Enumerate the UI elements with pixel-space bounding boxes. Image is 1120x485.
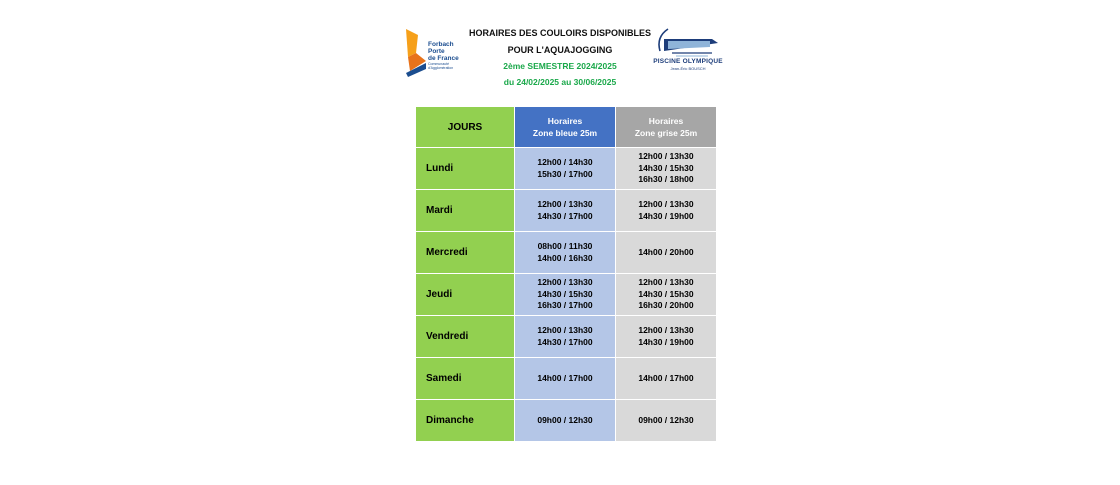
table-header-row — [416, 107, 717, 148]
pool-building-icon — [652, 25, 724, 59]
grey-zone-cell — [616, 190, 717, 232]
document-header — [460, 28, 660, 88]
time-slot: 08h00 / 11h30 — [537, 241, 593, 251]
semester-label: 2ème SEMESTRE 2024/2025 — [503, 61, 617, 71]
time-slot: 14h00 / 20h00 — [638, 246, 694, 257]
blue-zone-cell — [515, 400, 616, 442]
grey-zone-cell — [616, 358, 717, 400]
logo-line-porte: Porte — [428, 48, 445, 55]
time-slot: 09h00 / 12h30 — [537, 414, 593, 425]
piscine-logo-title: PISCINE OLYMPIQUE — [653, 58, 723, 65]
time-slot: 14h30 / 17h00 — [537, 336, 593, 347]
time-slot: 14h30 / 17h00 — [537, 210, 593, 221]
day-cell: Dimanche — [416, 400, 515, 442]
blue-zone-cell — [515, 190, 616, 232]
time-slot: 14h00 / 17h00 — [638, 372, 694, 383]
day-cell: Mardi — [416, 190, 515, 232]
time-slot: 12h00 / 14h30 — [537, 157, 593, 167]
logo-line-communaute: Communauté — [428, 62, 450, 66]
day-cell: Vendredi — [416, 316, 515, 358]
piscine-logo-subtitle: Jean-Éric BOUSCH — [670, 66, 706, 71]
grey-zone-cell — [616, 232, 717, 274]
blue-header-line2: Zone bleue 25m — [532, 128, 598, 138]
time-slot: 16h30 / 17h00 — [537, 300, 593, 311]
grey-zone-cell — [616, 148, 717, 190]
blue-zone-cell — [515, 232, 616, 274]
time-slot: 14h00 / 16h30 — [537, 252, 593, 263]
forbach-sun-icon — [404, 27, 430, 79]
grey-zone-cell — [616, 316, 717, 358]
grey-zone-cell — [616, 274, 717, 316]
logo-line-de-france: de France — [428, 55, 459, 62]
logo-line-agglomeration: d'Agglomération — [428, 66, 454, 70]
table-row — [416, 232, 717, 274]
time-slot: 16h30 / 18h00 — [638, 174, 694, 185]
date-range: du 24/02/2025 au 30/06/2025 — [503, 77, 617, 87]
time-slot: 12h00 / 13h30 — [638, 277, 694, 288]
grey-header-line2: Zone grise 25m — [634, 128, 698, 138]
piscine-logo — [652, 25, 724, 75]
table-row — [416, 400, 717, 442]
time-slot: 14h30 / 15h30 — [638, 162, 694, 173]
day-cell: Jeudi — [416, 274, 515, 316]
blue-zone-cell — [515, 274, 616, 316]
time-slot: 14h30 / 19h00 — [638, 210, 694, 221]
time-slot: 14h00 / 17h00 — [537, 372, 593, 383]
blue-header-line1: Horaires — [547, 116, 583, 126]
day-cell: Mercredi — [416, 232, 515, 274]
table-row — [416, 358, 717, 400]
time-slot: 12h00 / 13h30 — [638, 199, 694, 209]
time-slot: 14h30 / 15h30 — [537, 288, 593, 299]
table-row — [416, 148, 717, 190]
time-slot: 12h00 / 13h30 — [537, 325, 593, 335]
time-slot: 14h30 / 19h00 — [638, 336, 694, 347]
column-header-blue-zone — [515, 107, 616, 148]
time-slot: 12h00 / 13h30 — [537, 199, 593, 209]
day-cell: Samedi — [416, 358, 515, 400]
header-subtitle: POUR L'AQUAJOGGING — [507, 45, 613, 55]
time-slot: 14h30 / 15h30 — [638, 288, 694, 299]
table-row — [416, 316, 717, 358]
time-slot: 15h30 / 17h00 — [537, 168, 593, 179]
blue-zone-cell — [515, 148, 616, 190]
schedule-table — [415, 106, 717, 442]
blue-zone-cell — [515, 316, 616, 358]
forbach-logo — [404, 27, 464, 79]
time-slot: 12h00 / 13h30 — [638, 151, 694, 162]
logo-line-forbach: Forbach — [428, 41, 454, 48]
blue-zone-cell — [515, 358, 616, 400]
time-slot: 16h30 / 20h00 — [638, 300, 694, 311]
table-row — [416, 190, 717, 232]
day-cell: Lundi — [416, 148, 515, 190]
column-header-days: JOURS — [416, 107, 515, 148]
grey-zone-cell — [616, 400, 717, 442]
forbach-logo-text — [428, 41, 459, 70]
table-row — [416, 274, 717, 316]
time-slot: 12h00 / 13h30 — [537, 277, 593, 288]
time-slot: 12h00 / 13h30 — [638, 325, 694, 335]
column-header-grey-zone — [616, 107, 717, 148]
time-slot: 09h00 / 12h30 — [638, 414, 694, 425]
header-title: HORAIRES DES COULOIRS DISPONIBLES — [468, 28, 652, 38]
grey-header-line1: Horaires — [648, 116, 684, 126]
